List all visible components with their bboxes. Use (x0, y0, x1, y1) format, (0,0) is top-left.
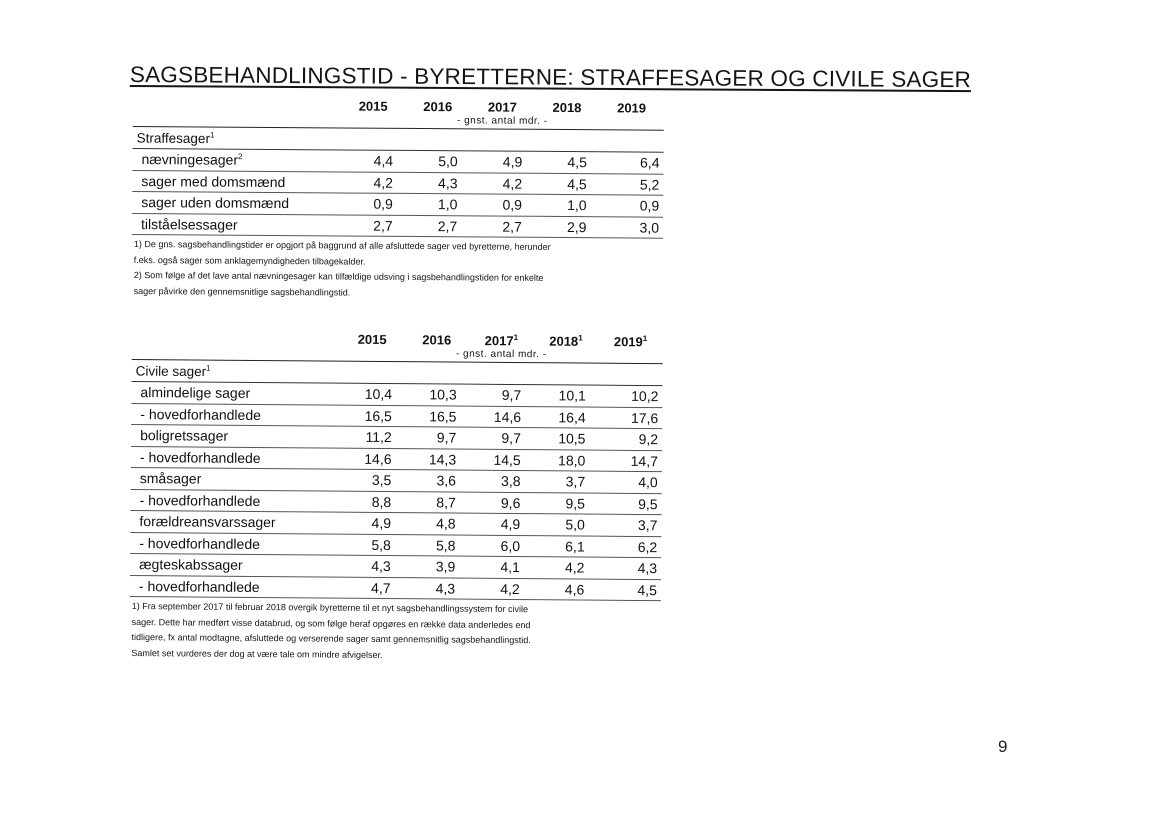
year-header (341, 93, 406, 113)
value-cell: 9,6 (468, 492, 533, 514)
value-cell: 14,6 (339, 448, 404, 470)
row-label (131, 403, 339, 426)
straffesager-table (132, 92, 664, 239)
value-cell: 0,9 (599, 195, 664, 217)
straffesager-block (132, 92, 664, 303)
row-label (130, 532, 338, 555)
footnote-marker: 1 (206, 363, 211, 373)
year-label: 2017 (487, 99, 517, 115)
value-cell: 6,1 (532, 535, 597, 557)
value-cell: 4,5 (534, 173, 599, 195)
value-cell: 2,7 (469, 215, 534, 237)
value-cell: 5,8 (403, 534, 468, 556)
row-label-text: sager med domsmænd (141, 172, 286, 190)
year-label: 2019 (613, 333, 643, 350)
value-cell: 4,2 (532, 557, 597, 579)
year-header (470, 94, 535, 114)
value-cell: 16,5 (339, 405, 404, 427)
page-title: SAGSBEHANDLINGSTID - BYRETTERNE: STRAFFESAGER OG CIVILE SAGER (129, 62, 972, 93)
row-label-text: - hovedforhandlede (138, 577, 260, 595)
footnote-line: 1) Fra september 2017 til februar 2018 overgik byretterne til et nyt sagsbehandlingssystem for civile (131, 601, 529, 615)
value-cell: 5,0 (532, 514, 597, 536)
row-label-text: - hovedforhandlede (140, 405, 262, 423)
value-cell: 4,5 (596, 579, 661, 601)
value-cell: 1,0 (534, 194, 599, 216)
value-cell: 2,9 (534, 216, 599, 238)
value-cell: 4,5 (534, 151, 599, 173)
unit-spacer (132, 345, 340, 361)
value-cell: 4,7 (338, 577, 403, 599)
value-cell: 4,2 (469, 172, 534, 194)
civile-sager-footnotes (129, 599, 659, 665)
value-cell: 4,3 (405, 172, 470, 194)
unit-label: - gnst. antal mdr. - (340, 347, 663, 364)
header-spacer (133, 92, 341, 113)
value-cell: 3,9 (403, 556, 468, 578)
value-cell: 0,9 (340, 193, 405, 215)
year-label: 2015 (357, 331, 387, 348)
year-header (469, 328, 534, 349)
table-row (130, 575, 661, 601)
value-cell: 10,5 (533, 428, 598, 450)
footnote-marker: 1 (642, 333, 648, 343)
value-cell: 4,8 (403, 513, 468, 535)
row-label (130, 575, 338, 598)
value-cell: 6,4 (599, 152, 664, 174)
civile-sager-table (130, 325, 663, 601)
value-cell: 4,3 (338, 555, 403, 577)
value-cell: 4,9 (338, 512, 403, 534)
footnote-line: tidligere, fx antal modtagne, afsluttede og verserende sager samt gennemsnitlig sagsbehandlingstid. (131, 632, 531, 646)
year-header (598, 329, 663, 350)
row-label-text: sager uden domsmænd (141, 194, 290, 212)
footnote-line: f.eks. også sager som anklagemyndigheden tilbagekalder. (133, 254, 366, 267)
year-label: 2018 (549, 333, 579, 349)
value-cell: 17,6 (598, 407, 663, 429)
row-label-text: - hovedforhandlede (139, 534, 261, 552)
value-cell: 3,7 (532, 471, 597, 493)
value-cell: 9,7 (468, 427, 533, 449)
unit-label: - gnst. antal mdr. - (341, 113, 664, 130)
footnote-line: 2) Som følge af det lave antal nævningesager kan tilfældige udsving i sagsbehandlingstiden for enkelte (133, 270, 544, 283)
year-header (534, 328, 599, 349)
value-cell: 9,7 (404, 427, 469, 449)
value-cell: 9,2 (597, 428, 662, 450)
year-label: 2016 (422, 332, 452, 348)
header-spacer (132, 325, 340, 347)
year-header (599, 95, 664, 115)
value-cell: 2,7 (405, 215, 470, 237)
year-label: 2015 (358, 98, 388, 114)
value-cell: 14,5 (468, 449, 533, 471)
value-cell: 5,0 (405, 150, 470, 172)
footnote-marker: 2 (238, 152, 243, 162)
value-cell: 10,4 (339, 383, 404, 405)
table-row (132, 213, 663, 238)
row-label-text: tilståelsessager (141, 215, 238, 233)
value-cell: 4,2 (467, 578, 532, 600)
row-label (132, 170, 340, 193)
row-label (131, 489, 339, 512)
value-cell: 11,2 (339, 426, 404, 448)
row-label-text: forældreansvarssager (139, 513, 276, 531)
value-cell: 9,5 (532, 492, 597, 514)
row-label (131, 424, 339, 447)
value-cell: 14,7 (597, 450, 662, 472)
footnote-marker: 1 (209, 130, 215, 140)
value-cell: 8,7 (403, 491, 468, 513)
value-cell: 4,2 (340, 171, 405, 193)
value-cell: 3,7 (597, 514, 662, 536)
footnote-line: Samlet set vurderes der dog at være tale om mindre afvigelser. (131, 647, 383, 660)
value-cell: 10,2 (598, 385, 663, 407)
year-header (404, 327, 469, 348)
value-cell: 10,1 (533, 385, 598, 407)
footnote-line: sager. Dette har medført visse databrud, og som følge heraf opgøres en række data anderledes end (131, 616, 531, 630)
year-header (405, 94, 470, 114)
row-label-text: nævningesager (141, 151, 239, 168)
value-cell: 1,0 (405, 193, 470, 215)
value-cell: 4,3 (402, 577, 467, 599)
row-label-text: boligretssager (140, 427, 229, 445)
footnote-line: sager påvirke den gennemsnitlige sagsbehandlingstid. (133, 285, 351, 298)
row-label-text: almindelige sager (140, 384, 251, 402)
year-label: 2018 (552, 99, 582, 116)
value-cell: 3,5 (339, 469, 404, 491)
civile-sager-block (129, 325, 662, 665)
value-cell: 2,7 (340, 214, 405, 236)
value-cell: 4,0 (597, 471, 662, 493)
value-cell: 4,9 (468, 513, 533, 535)
value-cell: 4,6 (532, 578, 597, 600)
value-cell: 4,4 (340, 150, 405, 172)
value-cell: 16,5 (404, 405, 469, 427)
year-header (535, 95, 600, 115)
value-cell: 9,7 (469, 384, 534, 406)
row-label (131, 467, 339, 490)
year-label: 2017 (484, 332, 514, 348)
value-cell: 4,1 (467, 556, 532, 578)
row-label (130, 553, 338, 576)
year-header (340, 327, 405, 348)
row-label-text: - hovedforhandlede (139, 491, 261, 509)
value-cell: 4,3 (596, 557, 661, 579)
row-label-text: - hovedforhandlede (139, 448, 261, 466)
value-cell: 6,2 (597, 536, 662, 558)
footnote-marker: 1 (578, 333, 583, 343)
value-cell: 6,0 (467, 535, 532, 557)
value-cell: 5,8 (338, 534, 403, 556)
row-label (132, 191, 340, 214)
year-label: 2019 (617, 100, 647, 116)
value-cell: 16,4 (533, 406, 598, 428)
value-cell: 10,3 (404, 384, 469, 406)
value-cell: 8,8 (339, 491, 404, 513)
footnote-marker: 1 (513, 332, 519, 342)
straffesager-footnotes (132, 237, 663, 303)
footnote-line: 1) De gns. sagsbehandlingstider er opgjort på baggrund af alle afsluttede sager ved byretterne, herunder (133, 239, 551, 252)
year-label: 2016 (423, 99, 453, 115)
value-cell: 3,6 (403, 470, 468, 492)
value-cell: 4,9 (470, 151, 535, 173)
section-title: Civile sager (135, 363, 207, 380)
section-title: Straffesager (136, 130, 211, 147)
value-cell: 14,6 (468, 406, 533, 428)
page-number: 9 (998, 737, 1008, 756)
value-cell: 18,0 (533, 449, 598, 471)
row-label (132, 148, 340, 171)
row-label (131, 446, 339, 469)
value-cell: 14,3 (403, 448, 468, 470)
value-cell: 0,9 (469, 194, 534, 216)
value-cell: 3,0 (598, 216, 663, 238)
row-label (132, 213, 340, 236)
row-label-text: småsager (139, 470, 202, 487)
value-cell: 5,2 (599, 173, 664, 195)
row-label (131, 381, 339, 404)
value-cell: 9,5 (597, 493, 662, 515)
value-cell: 3,8 (468, 470, 533, 492)
row-label (130, 510, 338, 533)
unit-spacer (133, 112, 341, 128)
row-label-text: ægteskabssager (139, 556, 243, 574)
